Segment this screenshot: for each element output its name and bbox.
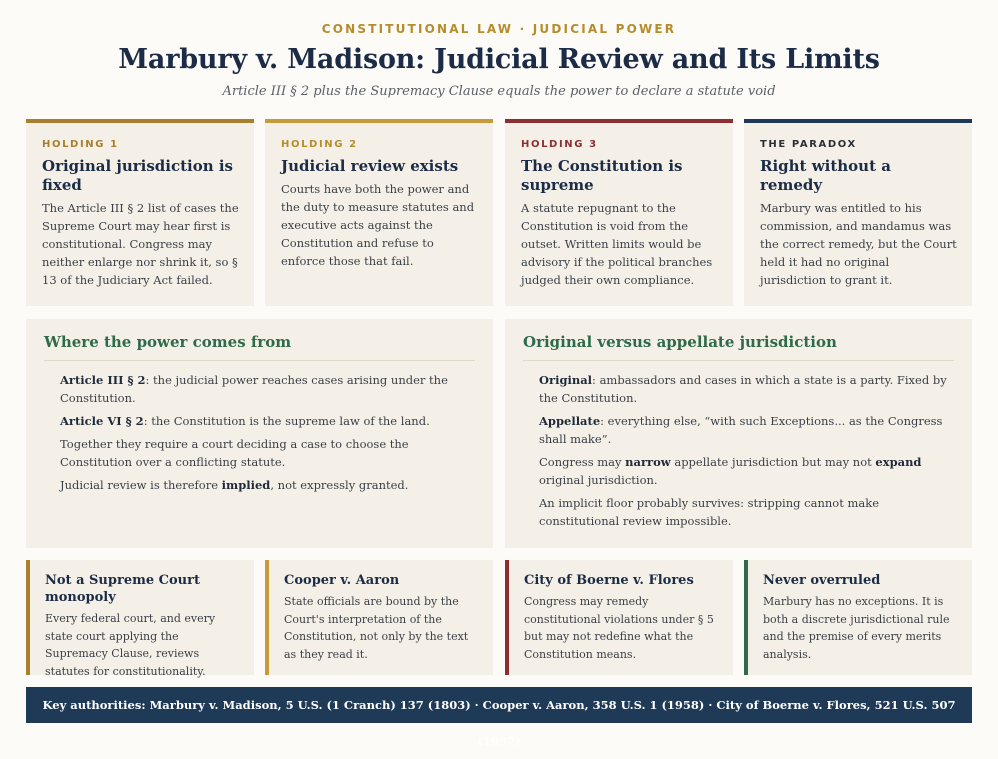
note-body: Marbury has no exceptions. It is both a discrete jurisdictional rule and the premise of every merits analysis. xyxy=(763,595,950,661)
page-subtitle: Article III § 2 plus the Supremacy Clause equals the power to declare a statute void xyxy=(222,84,776,99)
note-card-cooper xyxy=(265,560,493,675)
note-card-boerne xyxy=(505,560,733,675)
item-text: An implicit floor probably survives: stripping cannot make constitutional review impossible. xyxy=(539,496,880,528)
holding-label: HOLDING 3 xyxy=(521,139,598,150)
list-item xyxy=(539,453,954,489)
list-item xyxy=(539,494,954,530)
item-emphasis: narrow xyxy=(625,455,671,469)
holding-body: The Article III § 2 list of cases the Supreme Court may hear first is constitutional. Congress may neither enlarge nor shrink it, so § 13 of the Judiciary Act failed. xyxy=(42,201,239,287)
item-text: Together they require a court deciding a case to choose the Constitution over a conflicting statute. xyxy=(60,437,409,469)
item-text: original jurisdiction. xyxy=(539,473,658,487)
holding-heading: Original jurisdiction is fixed xyxy=(42,157,234,194)
note-heading: City of Boerne v. Flores xyxy=(524,573,694,588)
item-emphasis: implied xyxy=(221,478,271,492)
note-card-monopoly xyxy=(26,560,254,678)
note-body: Every federal court, and every state court applying the Supremacy Clause, reviews statutes for constitutionality. xyxy=(45,612,216,678)
panel-heading: Where the power comes from xyxy=(44,333,475,361)
holding-label: HOLDING 2 xyxy=(281,139,358,150)
paradox-card xyxy=(744,119,972,306)
item-emphasis: expand xyxy=(875,455,922,469)
item-text: : the Constitution is the supreme law of the land. xyxy=(143,414,430,428)
page-kicker: CONSTITUTIONAL LAW · JUDICIAL POWER xyxy=(321,22,677,36)
list-item xyxy=(539,371,954,407)
panel-heading: Original versus appellate jurisdiction xyxy=(523,333,954,361)
holding-heading: Judicial review exists xyxy=(281,157,459,175)
item-term: Article VI § 2 xyxy=(60,414,144,428)
list-item xyxy=(60,435,475,471)
item-text: : ambassadors and cases in which a state is a party. Fixed by the Constitution. xyxy=(539,373,947,405)
holding-heading: The Constitution is supreme xyxy=(521,157,683,194)
note-heading: Cooper v. Aaron xyxy=(284,573,400,588)
list-item xyxy=(60,412,475,430)
note-card-never-overruled xyxy=(744,560,972,675)
list-item xyxy=(60,371,475,407)
holding-body: A statute repugnant to the Constitution is void from the outset. Written limits would be advisory if the political branches judged their own compliance. xyxy=(521,201,713,287)
holding-label: HOLDING 1 xyxy=(42,139,119,150)
item-term: Appellate xyxy=(539,414,601,428)
item-text: Congress may xyxy=(539,455,626,469)
item-term: Original xyxy=(539,373,593,387)
power-source-panel xyxy=(26,319,493,548)
holding-body: Marbury was entitled to his commission, and mandamus was the correct remedy, but the Court held it had no original jurisdiction to grant it. xyxy=(760,201,957,287)
page-title: Marbury v. Madison: Judicial Review and Its Limits xyxy=(118,44,880,75)
key-authorities-footer: Key authorities: Marbury v. Madison, 5 U.S. (1 Cranch) 137 (1803) · Cooper v. Aaron, 358 U.S. 1 (1958) · City of Boerne v. Flores, 521 U.S. 507 (1997) xyxy=(26,687,972,723)
item-text: , not expressly granted. xyxy=(270,478,409,492)
list-item xyxy=(60,476,475,494)
note-body: State officials are bound by the Court's interpretation of the Constitution, not only by the text as they read it. xyxy=(284,595,469,661)
panel-list xyxy=(523,371,954,530)
holding-body: Courts have both the power and the duty to measure statutes and executive acts against the Constitution and refuse to enforce those that fail. xyxy=(281,182,475,268)
item-text: Judicial review is therefore xyxy=(60,478,222,492)
note-heading: Never overruled xyxy=(763,573,881,588)
holding-card-2 xyxy=(265,119,493,306)
jurisdiction-panel xyxy=(505,319,972,548)
item-text: appellate jurisdiction but may not xyxy=(670,455,876,469)
holding-heading: Right without a remedy xyxy=(760,157,891,194)
holding-card-1 xyxy=(26,119,254,306)
holding-label: THE PARADOX xyxy=(760,139,857,150)
item-term: Article III § 2 xyxy=(60,373,146,387)
item-text: : everything else, “with such Exceptions... as the Congress shall make”. xyxy=(539,414,943,446)
note-heading: Not a Supreme Court monopoly xyxy=(45,573,200,605)
item-text: : the judicial power reaches cases arising under the Constitution. xyxy=(60,373,448,405)
note-body: Congress may remedy constitutional violations under § 5 but may not redefine what the Constitution means. xyxy=(524,595,714,661)
holding-card-3 xyxy=(505,119,733,306)
list-item xyxy=(539,412,954,448)
panel-list xyxy=(44,371,475,494)
